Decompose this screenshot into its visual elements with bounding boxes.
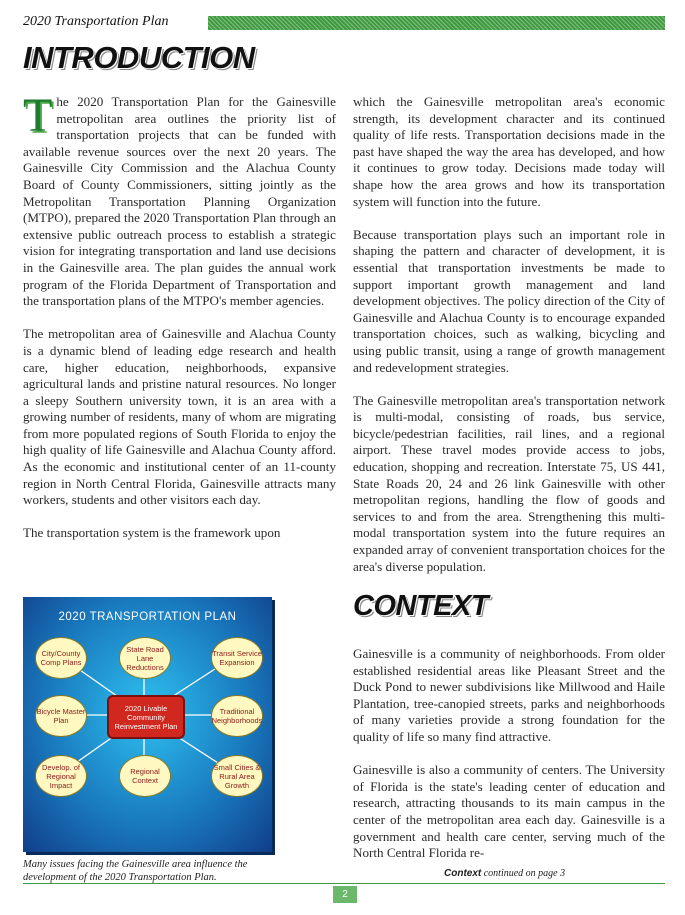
intro-left-column [23, 89, 336, 559]
continued-text: continued on page 3 [483, 868, 566, 879]
footer-rule [23, 883, 665, 884]
node-small-cities-rural-growth: Small Cities & Rural Area Growth [211, 755, 263, 797]
context-paragraph-1: Gainesville is a community of neighborhoods. From older established residential areas like Pleasant Street and the Duck Pond to newer subdivisions like Millwood and Haile Plantation, tree-canopied streets, parks and neighborhoods of many varieties provide a strong foundation for the quality of life so many find attractive. [353, 646, 665, 744]
continued-label: Context [444, 868, 482, 879]
context-paragraph-2: Gainesville is also a community of centers. The University of Florida is the state's leading center of education and research, attracting thousands to its main campus in the center of the metropolitan area each day. Gainesville is a government and health care center, serving much of the North Central Florida re- [353, 762, 665, 861]
intro-right-column [353, 94, 665, 592]
node-regional-context: Regional Context [119, 755, 171, 797]
node-traditional-neighborhoods: Traditional Neighborhoods [211, 695, 263, 737]
figure-caption: Many issues facing the Gainesville area influence the development of the 2020 Transportation Plan. [23, 859, 248, 883]
node-livable-community-plan: 2020 Livable Community Reinvestment Plan [107, 695, 185, 739]
running-title: 2020 Transportation Plan [23, 14, 169, 29]
intro-right-paragraph-2: Because transportation plays such an important role in shaping the pattern and character of development, it is essential that transportation investments be made to support important growth management and land development objectives. The policy direction of the City of Gainesville and Alachua County is to encourage expanded transportation choices, such as walking, bicycling and using public transit, using a range of growth management and redevelopment strategies. [353, 226, 665, 375]
node-state-road-lane-reductions: State Road Lane Reductions [119, 637, 171, 679]
page-number: 2 [333, 886, 357, 903]
continued-note [444, 868, 565, 879]
plan-diagram [23, 597, 272, 852]
intro-right-paragraph-3: The Gainesville metropolitan area's transportation network is multi-modal, consisting of roads, bus service, bicycle/pedestrian facilities, rail lines, and a regional airport. These travel modes provide access to jobs, education, shopping and recreation. Interstate 75, US 441, State Roads 20, 24 and 26 link Gainesville with other metropolitan regions, handling the flow of goods and services to and from the area. Strengthening this multi-modal transportation system into the future requires an expanded array of convenient transportation choices for the area's diverse population. [353, 392, 665, 574]
node-bicycle-master-plan: Bicycle Master Plan [35, 695, 87, 737]
introduction-title: INTRODUCTION [23, 40, 255, 75]
context-column [353, 646, 665, 878]
intro-paragraph-1 [23, 89, 336, 310]
intro-paragraph-3: The transportation system is the framework upon [23, 525, 281, 541]
intro-paragraph-2: The metropolitan area of Gainesville and Alachua County is a dynamic blend of leading edge research and health care, higher education, neighborhoods, expansive agricultural lands and pristine natural resources. No longer a sleepy Southern university town, it is an area with a growing number of residents, many of whom are migrating from more populated regions of South Florida to enjoy the high quality of life Gainesville and Alachua County afford. As the economic and institutional center of an 11-county region in North Central Florida, Gainesville attracts many workers, students and other visitors each day. [23, 326, 336, 508]
node-transit-service-expansion: Transit Service Expansion [211, 637, 263, 679]
intro-paragraph-1-text: he 2020 Transportation Plan for the Gainesville metropolitan area outlines the priority list of transportation projects that can be funded with available revenue sources over the next 20 years. The Gainesville City Commission and the Alachua County Board of County Commissioners, sitting jointly as the Metropolitan Transportation Planning Organization (MTPO), prepared the 2020 Transportation Plan through an extensive public outreach process to establish a strategic vision for integrating transportation and land use decisions in the Gainesville area. The plan guides the annual work program of the Florida Department of Transportation and the transportation plans of the MTPO's member agencies. [23, 94, 336, 309]
drop-cap: T [23, 89, 53, 142]
diagram-title: 2020 TRANSPORTATION PLAN [58, 611, 237, 623]
node-city-county-comp-plans: City/County Comp Plans [35, 637, 87, 679]
intro-right-paragraph-1: which the Gainesville metropolitan area's economic strength, its development character and its continued quality of life rests. Transportation decisions made in the past have shaped the way the area has developed, and how it continues to grow today. Decisions made today will shape how the area grows and how its transportation system will function into the future. [353, 94, 665, 209]
context-title: CONTEXT [353, 590, 489, 622]
node-develop-regional-impact: Develop. of Regional Impact [35, 755, 87, 797]
header-bar [208, 16, 665, 30]
